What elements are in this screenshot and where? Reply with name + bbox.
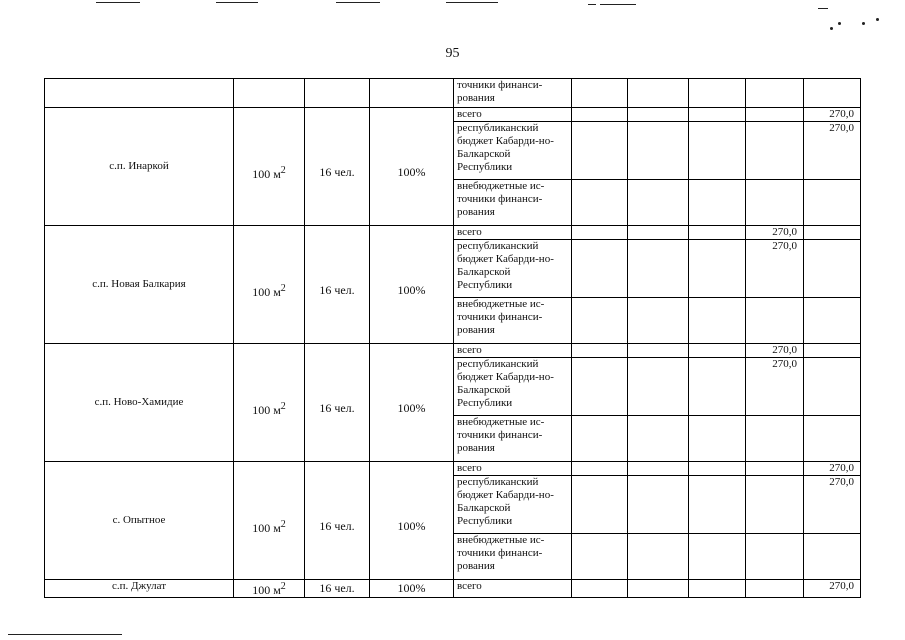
cell-value [804, 358, 861, 416]
cell-value [572, 122, 628, 180]
cell-value [572, 108, 628, 122]
cell-value [572, 344, 628, 358]
cell-value [572, 298, 628, 344]
source-offbudget: внебюджетные ис-точники финанси-рования [454, 180, 572, 226]
cell-value [746, 580, 804, 598]
cell-percent [370, 79, 454, 108]
cell-value [746, 180, 804, 226]
cell-value [628, 108, 689, 122]
people-cell: 16 чел. [305, 226, 370, 344]
cell-value [689, 534, 746, 580]
cell-value: 270,0 [746, 226, 804, 240]
source-total: всего [454, 226, 572, 240]
cell-value [804, 240, 861, 298]
cell-value [572, 180, 628, 226]
cell-value [689, 79, 746, 108]
table-row [45, 108, 861, 122]
cell-settlement [45, 79, 234, 108]
cell-value [689, 358, 746, 416]
cell-value [746, 534, 804, 580]
area-value: 100 м [252, 285, 281, 299]
table-row [45, 226, 861, 240]
cell-value [746, 298, 804, 344]
area-value: 100 м [252, 521, 281, 535]
area-unit-exponent: 2 [280, 519, 286, 530]
cell-value [628, 358, 689, 416]
cell-value [746, 462, 804, 476]
settlement-name: с. Опытное [45, 462, 234, 580]
cell-value [804, 534, 861, 580]
cell-value [746, 416, 804, 462]
table-row [45, 79, 861, 108]
area-unit-exponent: 2 [280, 165, 286, 176]
cell-value [572, 580, 628, 598]
table-body [45, 79, 861, 598]
footer-rule [8, 634, 122, 635]
cell-value: 270,0 [804, 580, 861, 598]
percent-cell: 100% [370, 344, 454, 462]
cell-value [804, 298, 861, 344]
source-republic-budget: республиканский бюджет Кабарди-но-Балкарской Республики [454, 240, 572, 298]
cell-value [689, 108, 746, 122]
cell-value [804, 344, 861, 358]
source-republic-budget: республиканский бюджет Кабарди-но-Балкарской Республики [454, 358, 572, 416]
source-total: всего [454, 108, 572, 122]
area-cell [234, 226, 305, 344]
area-cell [234, 580, 305, 598]
cell-value: 270,0 [804, 476, 861, 534]
cell-value [804, 180, 861, 226]
cell-value [628, 226, 689, 240]
source-republic-budget: республиканский бюджет Кабарди-но-Балкарской Республики [454, 476, 572, 534]
cell-people [305, 79, 370, 108]
cell-value [572, 462, 628, 476]
cell-value [572, 79, 628, 108]
cell-value [628, 534, 689, 580]
percent-cell: 100% [370, 226, 454, 344]
area-cell [234, 462, 305, 580]
source-total: всего [454, 580, 572, 598]
cell-value [746, 79, 804, 108]
cell-value [628, 79, 689, 108]
percent-cell: 100% [370, 462, 454, 580]
area-cell [234, 344, 305, 462]
table-row [45, 580, 861, 598]
cell-value [689, 416, 746, 462]
area-unit-exponent: 2 [280, 581, 286, 592]
area-cell [234, 108, 305, 226]
cell-value [628, 416, 689, 462]
people-cell: 16 чел. [305, 580, 370, 598]
settlement-name: с.п. Инаркой [45, 108, 234, 226]
cell-value [689, 226, 746, 240]
people-cell: 16 чел. [305, 462, 370, 580]
cell-value [689, 180, 746, 226]
cell-value [804, 79, 861, 108]
cell-value [689, 476, 746, 534]
percent-cell: 100% [370, 108, 454, 226]
cell-value [572, 358, 628, 416]
area-value: 100 м [252, 403, 281, 417]
source-total: всего [454, 462, 572, 476]
cell-value [746, 108, 804, 122]
cell-value [689, 580, 746, 598]
cell-value [804, 226, 861, 240]
cell-value [628, 476, 689, 534]
cell-value: 270,0 [804, 108, 861, 122]
cell-value [689, 298, 746, 344]
cell-value [689, 462, 746, 476]
cell-source: точники финанси-рования [454, 79, 572, 108]
cell-value [689, 344, 746, 358]
cell-value [628, 180, 689, 226]
cell-value: 270,0 [746, 240, 804, 298]
settlement-name: с.п. Новая Балкария [45, 226, 234, 344]
cell-value [804, 416, 861, 462]
cell-value [572, 226, 628, 240]
page-number: 95 [445, 46, 460, 61]
people-cell: 16 чел. [305, 344, 370, 462]
cell-value [628, 240, 689, 298]
cell-value: 270,0 [746, 344, 804, 358]
cell-value [572, 534, 628, 580]
area-value: 100 м [252, 583, 281, 597]
cell-value [628, 122, 689, 180]
cell-value [572, 476, 628, 534]
source-offbudget: внебюджетные ис-точники финанси-рования [454, 416, 572, 462]
cell-value [689, 122, 746, 180]
settlement-name: с.п. Джулат [45, 580, 234, 598]
cell-value [746, 122, 804, 180]
cell-value [572, 416, 628, 462]
financing-table [44, 78, 861, 598]
cell-value [572, 240, 628, 298]
source-offbudget: внебюджетные ис-точники финанси-рования [454, 298, 572, 344]
cell-value [689, 240, 746, 298]
area-value: 100 м [252, 167, 281, 181]
cell-area [234, 79, 305, 108]
cell-value: 270,0 [804, 122, 861, 180]
cell-value [628, 344, 689, 358]
cell-value: 270,0 [746, 358, 804, 416]
cell-value [746, 476, 804, 534]
table-row [45, 344, 861, 358]
cell-value [628, 462, 689, 476]
source-total: всего [454, 344, 572, 358]
people-cell: 16 чел. [305, 108, 370, 226]
cell-value [628, 580, 689, 598]
source-offbudget: внебюджетные ис-точники финанси-рования [454, 534, 572, 580]
area-unit-exponent: 2 [280, 283, 286, 294]
area-unit-exponent: 2 [280, 401, 286, 412]
table-row [45, 462, 861, 476]
cell-value [628, 298, 689, 344]
source-republic-budget: республиканский бюджет Кабарди-но-Балкарской Республики [454, 122, 572, 180]
percent-cell: 100% [370, 580, 454, 598]
settlement-name: с.п. Ново-Хамидие [45, 344, 234, 462]
cell-value: 270,0 [804, 462, 861, 476]
